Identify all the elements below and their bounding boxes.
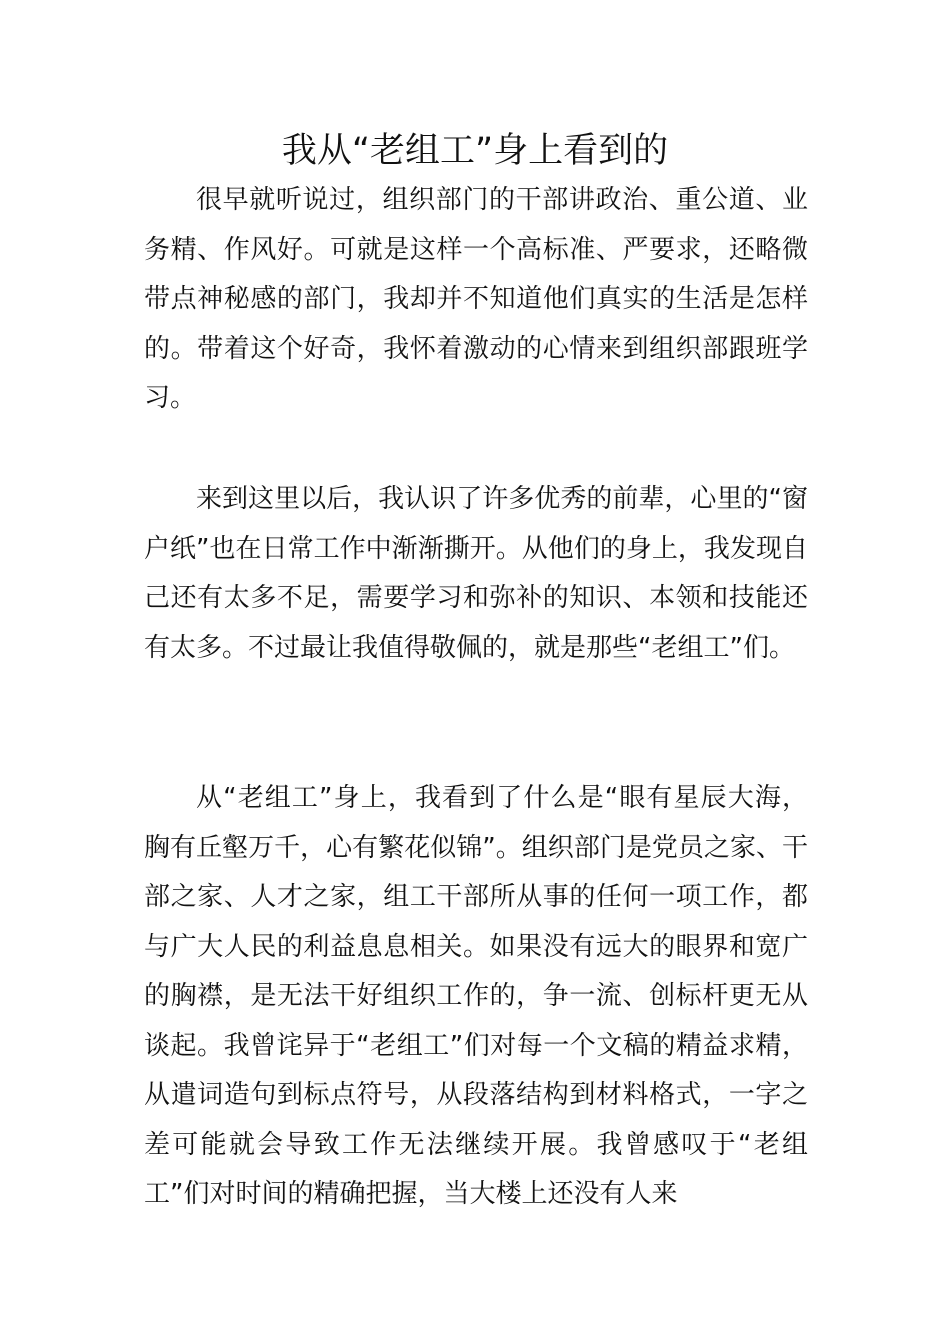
paragraph-2: 来到这里以后，我认识了许多优秀的前辈，心里的“窗户纸”也在日常工作中渐渐撕开。从他们的身上，我发现自己还有太多不足，需要学习和弥补的知识、本领和技能还有太多。不过最让我值得敬佩的，就是那些“老组工”们。 <box>144 484 808 663</box>
paragraph-1: 很早就听说过，组织部门的干部讲政治、重公道、业务精、作风好。可就是这样一个高标准、严要求，还略微带点神秘感的部门，我却并不知道他们真实的生活是怎样的。带着这个好奇，我怀着激动的心情来到组织部跟班学习。 <box>144 185 808 413</box>
paragraph-3: 从“老组工”身上，我看到了什么是“眼有星辰大海，胸有丘壑万千，心有繁花似锦”。组织部门是党员之家、干部之家、人才之家，组工干部所从事的任何一项工作，都与广大人民的利益息息相关。如果没有远大的眼界和宽广的胸襟，是无法干好组织工作的，争一流、创标杆更无从谈起。我曾诧异于“老组工”们对每一个文稿的精益求精，从遣词造句到标点符号，从段落结构到材料格式，一字之差可能就会导致工作无法继续开展。我曾感叹于“老组工”们对时间的精确把握，当大楼上还没有人来 <box>144 783 808 1209</box>
document-title: 我从“老组工”身上看到的 <box>281 131 669 171</box>
